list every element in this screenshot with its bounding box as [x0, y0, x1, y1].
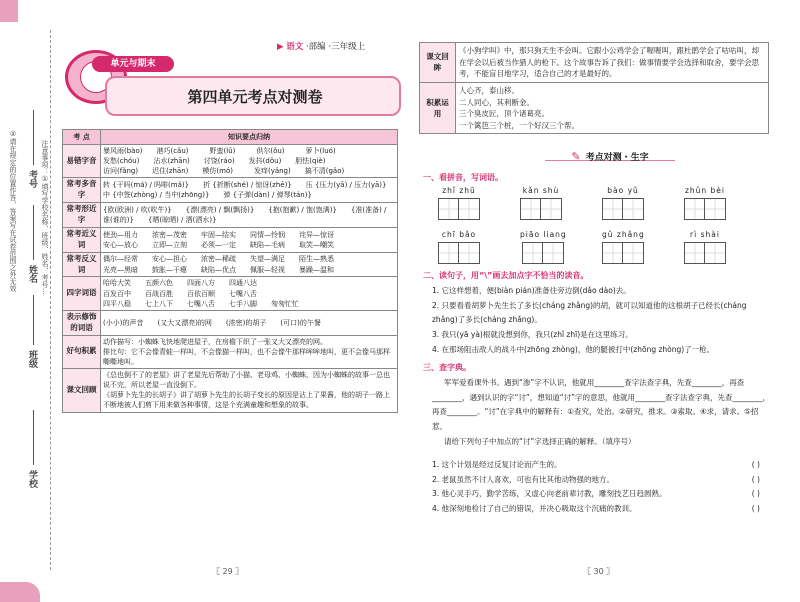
writing-cell[interactable]: [459, 243, 479, 263]
badge-banner: 单元与期末: [92, 56, 174, 72]
knowledge-line: 排比句：它不会像青蛙一样叫，不会像猫一样叫，也不会像牛那样哞哞地叫，更不会像马那样嘶嘶地叫。: [103, 347, 390, 366]
writing-cells[interactable]: [602, 242, 644, 264]
school-label: 学校: [27, 470, 37, 488]
writing-cell[interactable]: [623, 199, 643, 219]
word-item: [520, 230, 567, 264]
review-line: 三个臭皮匠，顶个诸葛亮。: [459, 109, 549, 119]
writing-cell[interactable]: [439, 199, 459, 219]
review-row: [420, 43, 769, 83]
choice-text: 2. 老鼠虽然不讨人喜欢，可也有比其他动物强的地方。: [432, 474, 615, 484]
writing-cell[interactable]: [623, 243, 643, 263]
writing-cell[interactable]: [603, 199, 623, 219]
writing-cells[interactable]: [684, 242, 726, 264]
knowledge-row: [63, 369, 398, 413]
writing-cell[interactable]: [521, 199, 541, 219]
school-line[interactable]: [33, 410, 34, 465]
writing-cell[interactable]: [459, 199, 479, 219]
knowledge-row-content: [101, 145, 398, 178]
writing-cell[interactable]: [543, 243, 563, 263]
writing-cells[interactable]: [438, 198, 480, 220]
word-item: [684, 230, 726, 264]
subject: 语文: [286, 42, 304, 52]
choice-item: [432, 458, 772, 473]
notes-text: 注意事项：①填写学校名称、班级、姓名、考号…: [41, 140, 49, 295]
section-ribbon: [545, 145, 675, 161]
knowledge-row-content: [101, 310, 398, 335]
writing-cell[interactable]: [685, 243, 705, 263]
name-line[interactable]: [33, 205, 34, 260]
knowledge-row-label: 好句积累: [63, 335, 101, 368]
answer-parentheses[interactable]: ( ): [751, 489, 760, 499]
knowledge-line: 《总也倒不了的老屋》讲了老屋先后帮助了小猫、老母鸡、小蜘蛛，因为小蜘蛛的故事一总也说不完，所以老屋一直没倒下。: [103, 371, 390, 390]
col-knowledge: 知识要点归纳: [101, 130, 398, 145]
exam-number-line[interactable]: [33, 110, 34, 165]
review-line: 人心齐，泰山移。: [459, 85, 519, 95]
word-item: [602, 230, 645, 264]
knowledge-line: 偶尔—经常 安心—担心 浓密—稀疏 失望—满足 陌生—熟悉: [103, 255, 334, 264]
knowledge-row-label: 常考形近字: [63, 203, 101, 228]
writing-cell[interactable]: [705, 199, 725, 219]
knowledge-line: 四平八稳 七上八下 七嘴八舌 七手八脚 匆匆忙忙: [103, 299, 299, 308]
word-item: [684, 186, 726, 220]
subject-arrow-icon: ▶: [277, 42, 284, 52]
writing-cells[interactable]: [522, 242, 564, 264]
page-number-left: 〖 29 〗: [212, 567, 244, 576]
ribbon-title: 考点对测・生字: [585, 153, 649, 163]
word-item: [438, 230, 480, 264]
knowledge-row-content: [101, 252, 398, 277]
knowledge-row-label: 常考反义词: [63, 252, 101, 277]
knowledge-row-label: 常考近义词: [63, 227, 101, 252]
word-pinyin: chī bǎo: [441, 230, 477, 239]
writing-cell[interactable]: [523, 243, 543, 263]
class-label: 班级: [27, 350, 37, 368]
knowledge-line: 使劲—用力 浓密—茂密 牢固—结实 同情—怜悯 诧异—惊讶: [103, 230, 334, 239]
writing-cell[interactable]: [603, 243, 623, 263]
review-table: [419, 42, 769, 134]
knowledge-row-label: 常考多音字: [63, 178, 101, 203]
knowledge-row-label: 表示修饰的词语: [63, 310, 101, 335]
knowledge-line: 发愁(chóu) 沾水(zhān) 讨饶(ráo) 发抖(dǒu) 胆怯(qiè): [103, 157, 326, 166]
knowledge-table: [62, 129, 401, 413]
writing-cells[interactable]: [438, 242, 480, 264]
review-row-content: [456, 82, 769, 134]
writing-cell[interactable]: [705, 243, 725, 263]
section-1-title: 一、看拼音，写词语。: [423, 173, 503, 182]
knowledge-line: 哈哈大笑 五颜六色 四面八方 四通八达: [103, 279, 257, 288]
knowledge-row-content: [101, 335, 398, 368]
page-title: 第四单元考点对测卷: [187, 88, 323, 106]
knowledge-row: [63, 335, 398, 368]
choice-text: 4. 他深刻地检讨了自己的错误，并决心吸取这个沉痛的教训。: [432, 503, 637, 513]
knowledge-row: [63, 227, 398, 252]
page-number-right: 〖 30 〗: [583, 567, 615, 576]
section-3-items: [432, 458, 772, 517]
writing-cells[interactable]: [684, 198, 726, 220]
knowledge-row: [63, 203, 398, 228]
knowledge-line: 《胡萝卜先生的长胡子》讲了胡萝卜先生的长胡子变长的原因是沾上了果酱，他的胡子一路上不断地被人们剪下用来做各种事情，这是个充满童趣和想象的故事。: [103, 391, 390, 410]
writing-cell[interactable]: [685, 199, 705, 219]
section-3-text: [432, 376, 772, 449]
knowledge-line: 转 {干吗(má) / 吗啡(mǎ)} 折 {折断(shé) / 惊讶(zhē)} 压 {压力(yā) / 压力(yā)} 中 {中签(zhòng) / 当中(zhōng)} 弹 {子弹(dàn) / 弹琴(tán)}: [103, 181, 401, 200]
word-pinyin: piāo liang: [520, 230, 567, 239]
review-line: 一个篱笆三个桩，一个好汉三个帮。: [459, 120, 579, 130]
writing-cell[interactable]: [541, 199, 561, 219]
review-line: 《小狗学叫》中，那只狗天生不会叫。它跟小公鸡学会了喔喔叫，跟杜鹃学会了咕咕叫，却在学会以后被当作猎人的枪下。这个故事告诉了我们：做事情要学会选择和取舍，要学会思考，不能盲目地学习，适合自己的才是最好的。: [459, 46, 759, 79]
review-line: 二人同心，其利断金。: [459, 97, 534, 107]
word-item: [602, 186, 644, 220]
knowledge-row-content: [101, 277, 398, 310]
section-2-title: 二、读句子，用“\”画去加点字不恰当的读音。: [423, 271, 589, 280]
word-pinyin: zhǔn bèi: [684, 186, 726, 195]
sentence-item: 4. 在那场阻击敌人的战斗中(zhōng zhòng)，他的腿被打中(zhōng zhòng)了一枪。: [432, 344, 715, 354]
section-3-title: 三、查字典。: [423, 363, 471, 372]
knowledge-row-content: [101, 227, 398, 252]
knowledge-row-content: [101, 369, 398, 413]
margin-corner-bottom: [0, 582, 40, 602]
knowledge-row: [63, 178, 398, 203]
exam-number-label: 考号: [27, 170, 37, 188]
word-item: [520, 186, 562, 220]
knowledge-line: (小小)的声音 (又大又漂亮)的网 (浓密)的胡子 (可口)的午餐: [103, 318, 321, 327]
knowledge-row-content: [101, 178, 401, 203]
review-row: [420, 82, 769, 134]
word-pinyin: rì shài: [690, 230, 720, 239]
sentence-item: 1. 它这样想着，便(biàn pián)准备往旁边倒(dǎo dào)去。: [432, 286, 631, 295]
review-row-label: 课文回眸: [420, 43, 456, 83]
knowledge-line: {欧(欧洲) / 吹(吹牛)} {漂(漂亮) / 飘(飘扬)} {抱(抱歉) / 饱(饱满)} {准(准备) / 谁(谁的)} {晒(晾晒) / 洒(洒水)}: [103, 205, 387, 225]
review-row-content: [456, 43, 769, 83]
choice-item: [432, 502, 772, 517]
answer-parentheses[interactable]: ( ): [751, 503, 760, 513]
answer-parentheses[interactable]: ( ): [751, 474, 760, 484]
margin-corner-top: [0, 0, 18, 22]
notes-text-2: ②请在规定的位置作答，答案写在试卷范围之外无效: [9, 130, 17, 292]
choice-item: [432, 473, 772, 488]
knowledge-row-label: 四字词语: [63, 277, 101, 310]
choice-item: [432, 487, 772, 502]
sentence-item: 2. 只要看看胡萝卜先生长了多长(cháng zhǎng)的胡，就可以知道他的这根胡子已经长(cháng zhǎng)了多长(cháng zhǎng)。: [432, 300, 747, 325]
knowledge-row-label: 课文回顾: [63, 369, 101, 413]
margin-rule: [50, 30, 51, 570]
class-line[interactable]: [33, 295, 34, 345]
knowledge-line: 光亮—黑暗 鼓胀—干瘪 缺陷—优点 佩服—轻视 暴躁—温和: [103, 265, 334, 274]
choice-text: 1. 这个计划是经过反复讨论而产生的。: [432, 460, 562, 469]
col-topic: 考 点: [63, 130, 101, 145]
word-pinyin: zhǐ zhū: [442, 186, 476, 195]
knowledge-row: [63, 277, 398, 310]
word-item: [438, 186, 480, 220]
knowledge-line: 访问(fǎng) 迟住(zhān) 模仿(mó) 发痒(yǎng) 搞不清(gǎo): [103, 167, 345, 176]
knowledge-row-content: [101, 203, 398, 228]
knowledge-line: 动作描写：小蜘蛛飞快地爬进屋子，在房檐下织了一张又大又漂亮的网。: [103, 337, 327, 346]
dictionary-paragraph: 军军爱看课外书。遇到“渗”字不认识，他就用________查字法查字典，先查________，再查________，遇到认识的字“讨”，想知道“讨”字的意思，他就用________查字法查字典，先查________，再查________。“讨”在字典中的解释有：①查究，处治。②研究，推求。③索取。④求，请求。⑤招惹。: [432, 378, 771, 431]
knowledge-row: [63, 310, 398, 335]
knowledge-line: 安心—放心 立即—立刻 必须—一定 缺陷—毛病 取笑—嘲笑: [103, 240, 334, 249]
word-pinyin: kǎn shù: [522, 186, 560, 195]
subject-line: ▶ 语文 ·部编 ·三年级上: [277, 42, 366, 52]
knowledge-row: [63, 252, 398, 277]
version: 部编: [308, 42, 326, 52]
knowledge-row: [63, 145, 398, 178]
writing-cell[interactable]: [439, 243, 459, 263]
choice-text: 3. 他心灵手巧，勤学苦练，又虚心向老前辈讨教，雕刻技艺日趋圆熟。: [432, 489, 667, 499]
grade: 三年级上: [331, 42, 366, 52]
knowledge-line: 百发百中 百战百胜 百依百顺 七嘴八舌: [103, 289, 257, 298]
word-pinyin: gǔ zhǎng: [602, 230, 645, 239]
writing-cells[interactable]: [602, 198, 644, 220]
section-2-sentences: [432, 284, 772, 357]
word-pinyin: bào yǔ: [607, 186, 639, 195]
dictionary-paragraph: 请给下列句子中加点的“讨”字选择正确的解释。（填序号）: [444, 436, 636, 446]
binding-margin: [0, 0, 60, 602]
sentence-item: 3. 我只(yā yà)根就没想到你，我只(zhǐ zhī)是在这里练习。: [432, 329, 633, 339]
name-label: 姓名: [27, 265, 37, 283]
answer-parentheses[interactable]: ( ): [751, 460, 760, 469]
knowledge-row-label: 易错字音: [63, 145, 101, 178]
knowledge-line: 暴风雨(bào) 港巧(cǎu) 野蛮(lǔ) 供尔(ǒu) 萝卜(luó): [103, 147, 336, 155]
review-row-label: 积累运用: [420, 82, 456, 134]
pencil-icon: ✎: [571, 150, 581, 163]
writing-cells[interactable]: [520, 198, 562, 220]
